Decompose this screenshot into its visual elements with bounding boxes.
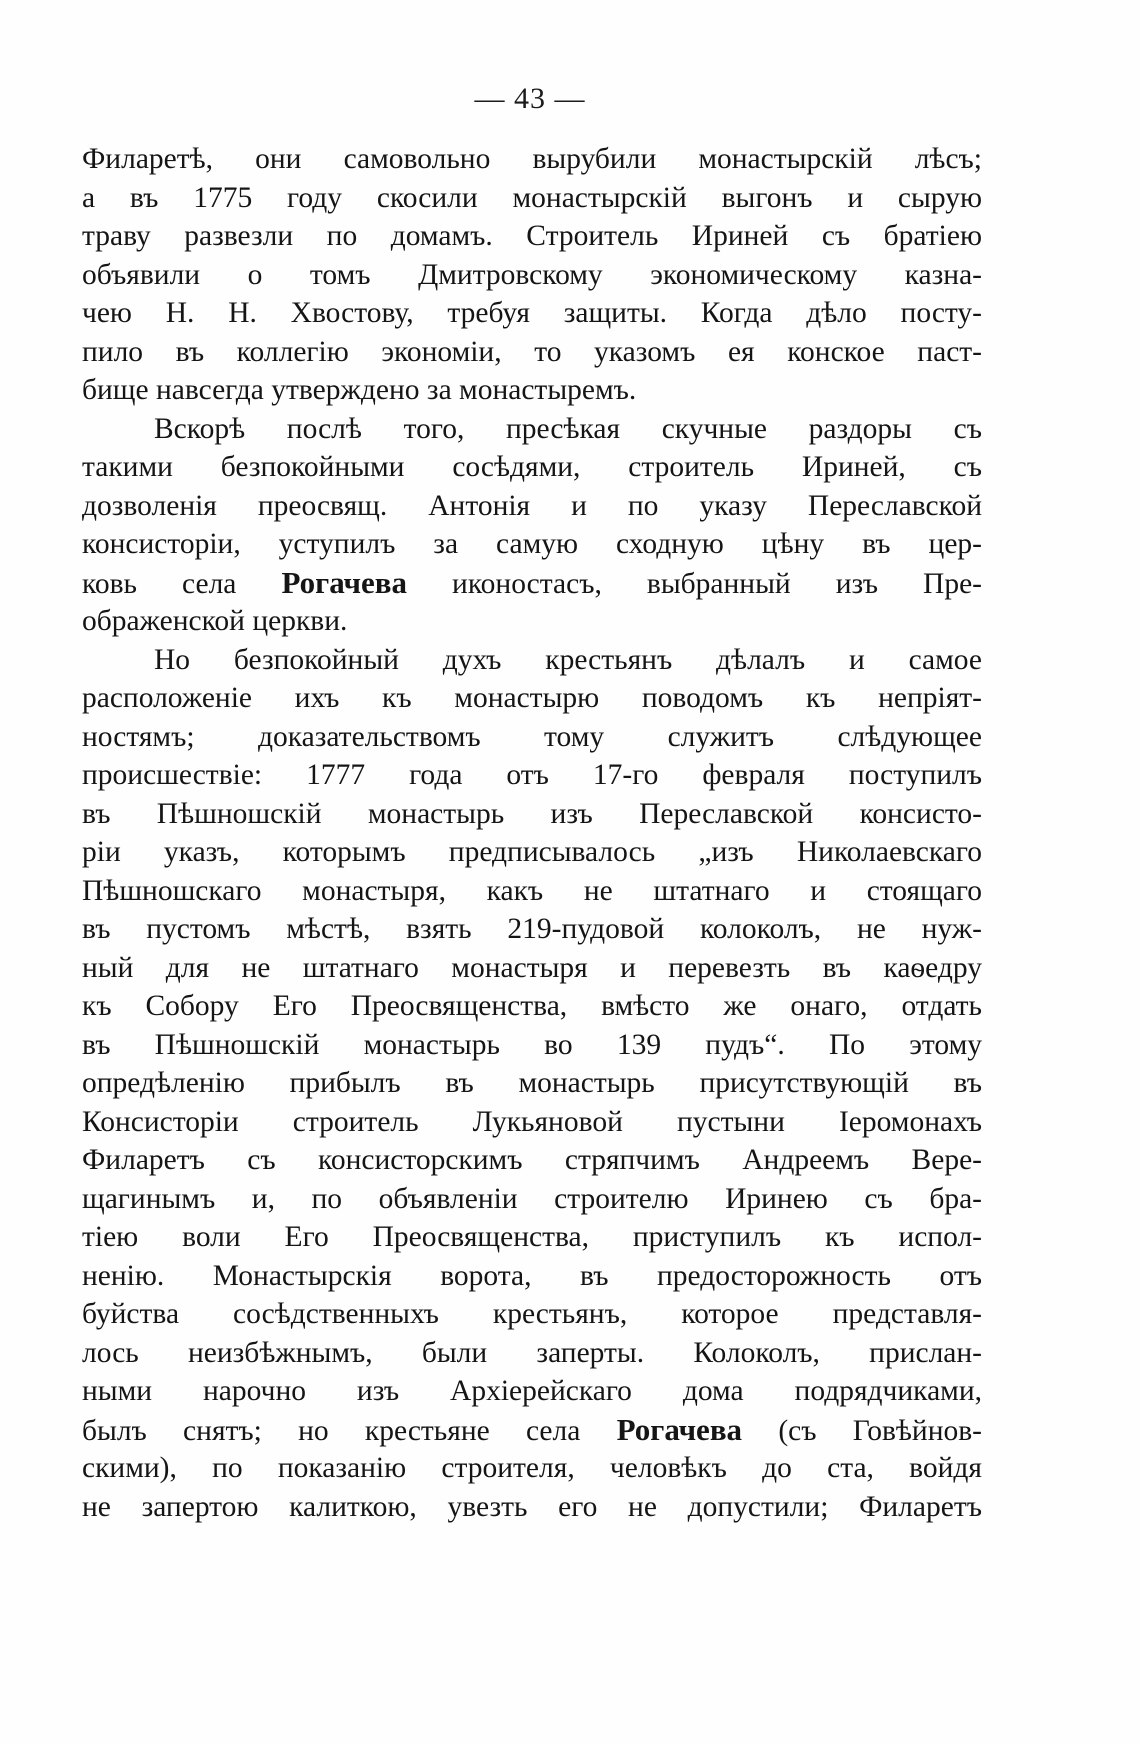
text-line: скими), по показанію строителя, человѣкъ до ста, войдя: [82, 1452, 982, 1484]
place-name-rogachev: Рогачева: [616, 1411, 743, 1447]
text-line: въ Пѣшношскій монастырь во 139 пудъ“. По этому: [82, 1028, 982, 1061]
text-line: консисторіи, уступилъ за самую сходную цѣну въ цер-: [82, 528, 982, 560]
text-line: Но безпокойный духъ крестьянъ дѣлалъ и самое: [154, 643, 982, 676]
text-line: ріи указъ, которымъ предписывалось „изъ Николаевскаго: [82, 836, 982, 868]
text-line: ностямъ; доказательствомъ тому служитъ слѣдующее: [82, 720, 982, 753]
text-line: ными нарочно изъ Архіерейскаго дома подрядчиками,: [82, 1375, 982, 1407]
text-line: объявили о томъ Дмитровскому экономическому казна-: [82, 258, 982, 291]
text-line: расположеніе ихъ къ монастырю поводомъ къ непріят-: [82, 682, 982, 714]
text-line: такими безпокойными сосѣдями, строитель Ириней, съ: [82, 451, 982, 483]
text-line: ображенской церкви.: [82, 605, 348, 637]
text-line: Пѣшношскаго монастыря, какъ не штатнаго и стоящаго: [82, 874, 982, 907]
text-line: происшествіе: 1777 года отъ 17-го февраля поступилъ: [82, 759, 982, 791]
text-line: ный для не штатнаго монастыря и перевезть въ каѳедру: [82, 951, 982, 984]
text-line: бище навсегда утверждено за монастыремъ.: [82, 374, 637, 406]
text-line: ненію. Монастырскія ворота, въ предосторожность отъ: [82, 1259, 982, 1292]
text-line: щагинымъ и, по объявленіи строителю Иринею съ бра-: [82, 1182, 982, 1215]
text-line: Вскорѣ послѣ того, пресѣкая скучные раздоры съ: [154, 412, 982, 445]
text-line: Филаретѣ, они самовольно вырубили монастырскій лѣсъ;: [82, 143, 982, 175]
text-line: чею Н. Н. Хвостову, требуя защиты. Когда дѣло посту-: [82, 297, 982, 329]
body-text: [82, 140, 982, 1526]
text-line: въ Пѣшношскій монастырь изъ Переславской консисто-: [82, 797, 982, 830]
text-line: а въ 1775 году скосили монастырскій выгонъ и сырую: [82, 181, 982, 214]
place-name-rogachev: Рогачева: [281, 564, 407, 600]
text-line: къ Собору Его Преосвященства, вмѣсто же онаго, отдать: [82, 990, 982, 1022]
text-line: въ пустомъ мѣстѣ, взять 219-пудовой колоколъ, не нуж-: [82, 913, 982, 945]
text-line: не запертою калиткою, увезть его не допустили; Филаретъ: [82, 1490, 982, 1523]
text-line: опредѣленію прибылъ въ монастырь присутствующій въ: [82, 1067, 982, 1099]
text-line: Консисторіи строитель Лукьяновой пустыни Іеромонахъ: [82, 1105, 982, 1138]
text-line: былъ снятъ; но крестьяне села Рогачева (съ Говѣйнов-: [82, 1411, 982, 1447]
page-number: — 43 —: [474, 82, 586, 115]
text-line: тіею воли Его Преосвященства, приступилъ къ испол-: [82, 1221, 982, 1253]
text-line: буйства сосѣдственныхъ крестьянъ, которое представля-: [82, 1298, 982, 1330]
text-line: ковь села Рогачева иконостасъ, выбранный изъ Пре-: [82, 564, 982, 600]
text-line: Филаретъ съ консисторскимъ стряпчимъ Андреемъ Вере-: [82, 1144, 982, 1176]
text-line: пило въ коллегію экономіи, то указомъ ея конское паст-: [82, 335, 982, 368]
text-line: лось неизбѣжнымъ, были заперты. Колоколъ, прислан-: [82, 1336, 982, 1369]
text-line: дозволенія преосвящ. Антонія и по указу Переславской: [82, 489, 982, 522]
text-line: траву развезли по домамъ. Строитель Ириней съ братіею: [82, 220, 982, 252]
